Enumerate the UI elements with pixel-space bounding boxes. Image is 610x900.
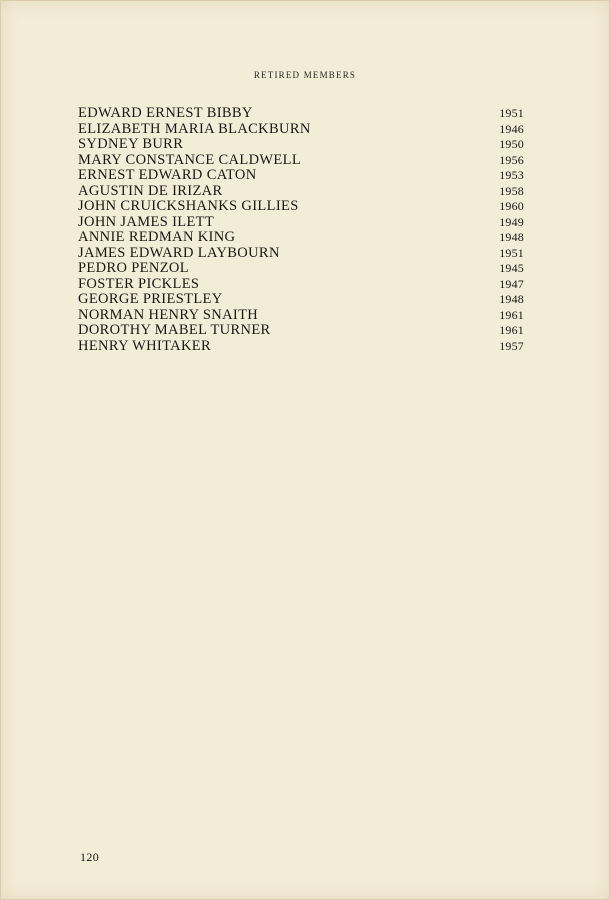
member-row	[78, 184, 524, 200]
member-row	[78, 277, 524, 293]
member-row	[78, 215, 524, 231]
member-year: 1951	[499, 245, 524, 260]
member-name: AGUSTIN DE IRIZAR	[78, 182, 223, 199]
member-name: ANNIE REDMAN KING	[78, 229, 236, 245]
member-row	[78, 153, 524, 169]
member-name: NORMAN HENRY SNAITH	[78, 306, 259, 323]
member-year: 1958	[499, 183, 524, 198]
member-name: ERNEST EDWARD CATON	[78, 167, 257, 183]
member-name: FOSTER PICKLES	[78, 275, 200, 292]
member-year: 1945	[499, 261, 524, 275]
member-row	[78, 261, 524, 277]
page-number: 120	[80, 850, 100, 864]
member-year: 1946	[499, 121, 524, 136]
member-year: 1949	[499, 214, 524, 229]
member-year: 1951	[499, 106, 524, 120]
member-name: JAMES EDWARD LAYBOURN	[78, 244, 280, 261]
member-list	[78, 106, 524, 354]
member-name: EDWARD ERNEST BIBBY	[78, 105, 253, 121]
member-row	[78, 292, 524, 308]
member-year: 1950	[499, 137, 524, 151]
member-row	[78, 323, 524, 339]
member-row	[78, 168, 524, 184]
member-year: 1961	[499, 323, 524, 337]
member-row	[78, 106, 524, 122]
member-year: 1948	[499, 230, 524, 244]
member-row	[78, 199, 524, 215]
member-name: GEORGE PRIESTLEY	[78, 291, 223, 307]
member-name: SYDNEY BURR	[78, 136, 184, 152]
member-name: HENRY WHITAKER	[78, 337, 212, 354]
member-year: 1960	[499, 199, 524, 213]
member-name: DOROTHY MABEL TURNER	[78, 322, 271, 338]
member-year: 1948	[499, 292, 524, 306]
running-head: RETIRED MEMBERS	[253, 70, 357, 80]
member-name: ELIZABETH MARIA BLACKBURN	[78, 120, 311, 137]
member-name: PEDRO PENZOL	[78, 260, 189, 276]
member-row	[78, 230, 524, 246]
member-name: MARY CONSTANCE CALDWELL	[78, 151, 302, 168]
member-row	[78, 137, 524, 153]
member-year: 1953	[499, 168, 524, 182]
member-name: JOHN JAMES ILETT	[78, 213, 215, 230]
member-year: 1947	[499, 276, 524, 291]
member-row	[78, 246, 524, 262]
member-year: 1961	[499, 307, 524, 322]
member-row	[78, 122, 524, 138]
member-year: 1956	[499, 152, 524, 167]
member-name: JOHN CRUICKSHANKS GILLIES	[78, 198, 299, 214]
member-row	[78, 308, 524, 324]
member-year: 1957	[499, 338, 524, 353]
member-row	[78, 339, 524, 355]
